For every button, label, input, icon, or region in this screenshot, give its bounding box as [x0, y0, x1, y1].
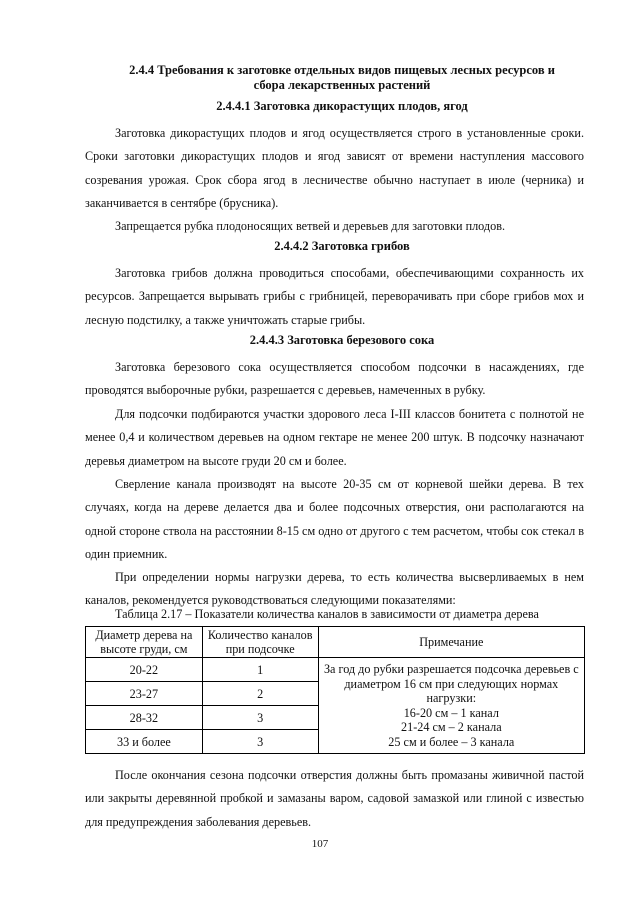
paragraph-sap-selection: Для подсочки подбираются участки здорового леса I-III классов бонитета с полнотой не менее 0,4 и количеством деревьев на одном гектаре не менее 200 штук. В подсочку назначают деревья диаметром на высоте груди 20 см и более. — [85, 407, 584, 468]
cell-diameter: 28-32 — [86, 706, 203, 730]
section-title — [100, 63, 584, 93]
subsection-title-berries: 2.4.4.1 Заготовка дикорастущих плодов, ягод — [216, 99, 468, 113]
subsection-title-mushrooms: 2.4.4.2 Заготовка грибов — [274, 239, 410, 253]
cell-diameter: 23-27 — [86, 682, 203, 706]
paragraph-berries-terms: Заготовка дикорастущих плодов и ягод осуществляется строго в установленные сроки. Сроки заготовки дикорастущих плодов и ягод зависят от времени наступления массового созревания урожая. Срок сбора ягод в лесничестве обычно наступает в июле (черника) и заканчивается в сентябре (брусника). — [85, 126, 584, 211]
cell-diameter: 33 и более — [86, 730, 203, 754]
note-line: 21-24 см – 2 канала — [401, 720, 502, 734]
note-intro: За год до рубки разрешается подсочка деревьев с диаметром 16 см при следующих нормах нагрузки: — [323, 662, 579, 705]
page-number: 107 — [311, 838, 329, 850]
table-header-row — [86, 627, 585, 658]
paragraph-sap-drilling: Сверление канала производят на высоте 20-35 см от корневой шейки дерева. В тех случаях, когда на дереве делается два и более подсочных отверстия, они располагаются на одной стороне ствола на расстоянии 8-15 см одно от другого с тем расчетом, чтобы сок стекал в один приемник. — [85, 477, 584, 562]
table-row — [86, 658, 585, 682]
header-note: Примечание — [318, 627, 584, 658]
section-title-line1: 2.4.4 Требования к заготовке отдельных видов пищевых лесных ресурсов и — [129, 63, 555, 77]
channels-table — [85, 626, 585, 754]
cell-channels: 2 — [202, 682, 318, 706]
note-line: 25 см и более – 3 канала — [388, 734, 515, 749]
cell-note — [318, 658, 584, 754]
paragraph-sap-load: При определении нормы нагрузки дерева, то есть количества высверливаемых в нем каналов, рекомендуется руководствоваться следующими показателями: — [85, 570, 584, 608]
header-channels: Количество каналов при подсочке — [202, 627, 318, 658]
cell-channels: 1 — [202, 658, 318, 682]
paragraph-closing: После окончания сезона подсочки отверстия должны быть промазаны живичной пастой или закрыты деревянной пробкой и замазаны варом, садовой замазкой или глиной с известью для предупреждения заболевания деревьев. — [85, 768, 584, 829]
paragraph-sap-method: Заготовка березового сока осуществляется способом подсочки в насаждениях, где проводятся выборочные рубки, разрешается с деревьев, намеченных в рубку. — [85, 360, 584, 398]
subsection-title-birch-sap: 2.4.4.3 Заготовка березового сока — [249, 333, 435, 347]
cell-diameter: 20-22 — [86, 658, 203, 682]
section-title-line2: сбора лекарственных растений — [253, 78, 431, 92]
paragraph-mushrooms: Заготовка грибов должна проводиться способами, обеспечивающими сохранность их ресурсов. Запрещается вырывать грибы с грибницей, переворачивать при сборе грибов мох и лесную подстилку, а также уничтожать старые грибы. — [85, 266, 584, 327]
table-caption: Таблица 2.17 – Показатели количества каналов в зависимости от диаметра дерева — [115, 607, 539, 621]
header-diameter: Диаметр дерева на высоте груди, см — [86, 627, 203, 658]
cell-channels: 3 — [202, 730, 318, 754]
cell-channels: 3 — [202, 706, 318, 730]
paragraph-berries-ban: Запрещается рубка плодоносящих ветвей и деревьев для заготовки плодов. — [115, 219, 506, 233]
note-line: 16-20 см – 1 канал — [403, 705, 499, 720]
